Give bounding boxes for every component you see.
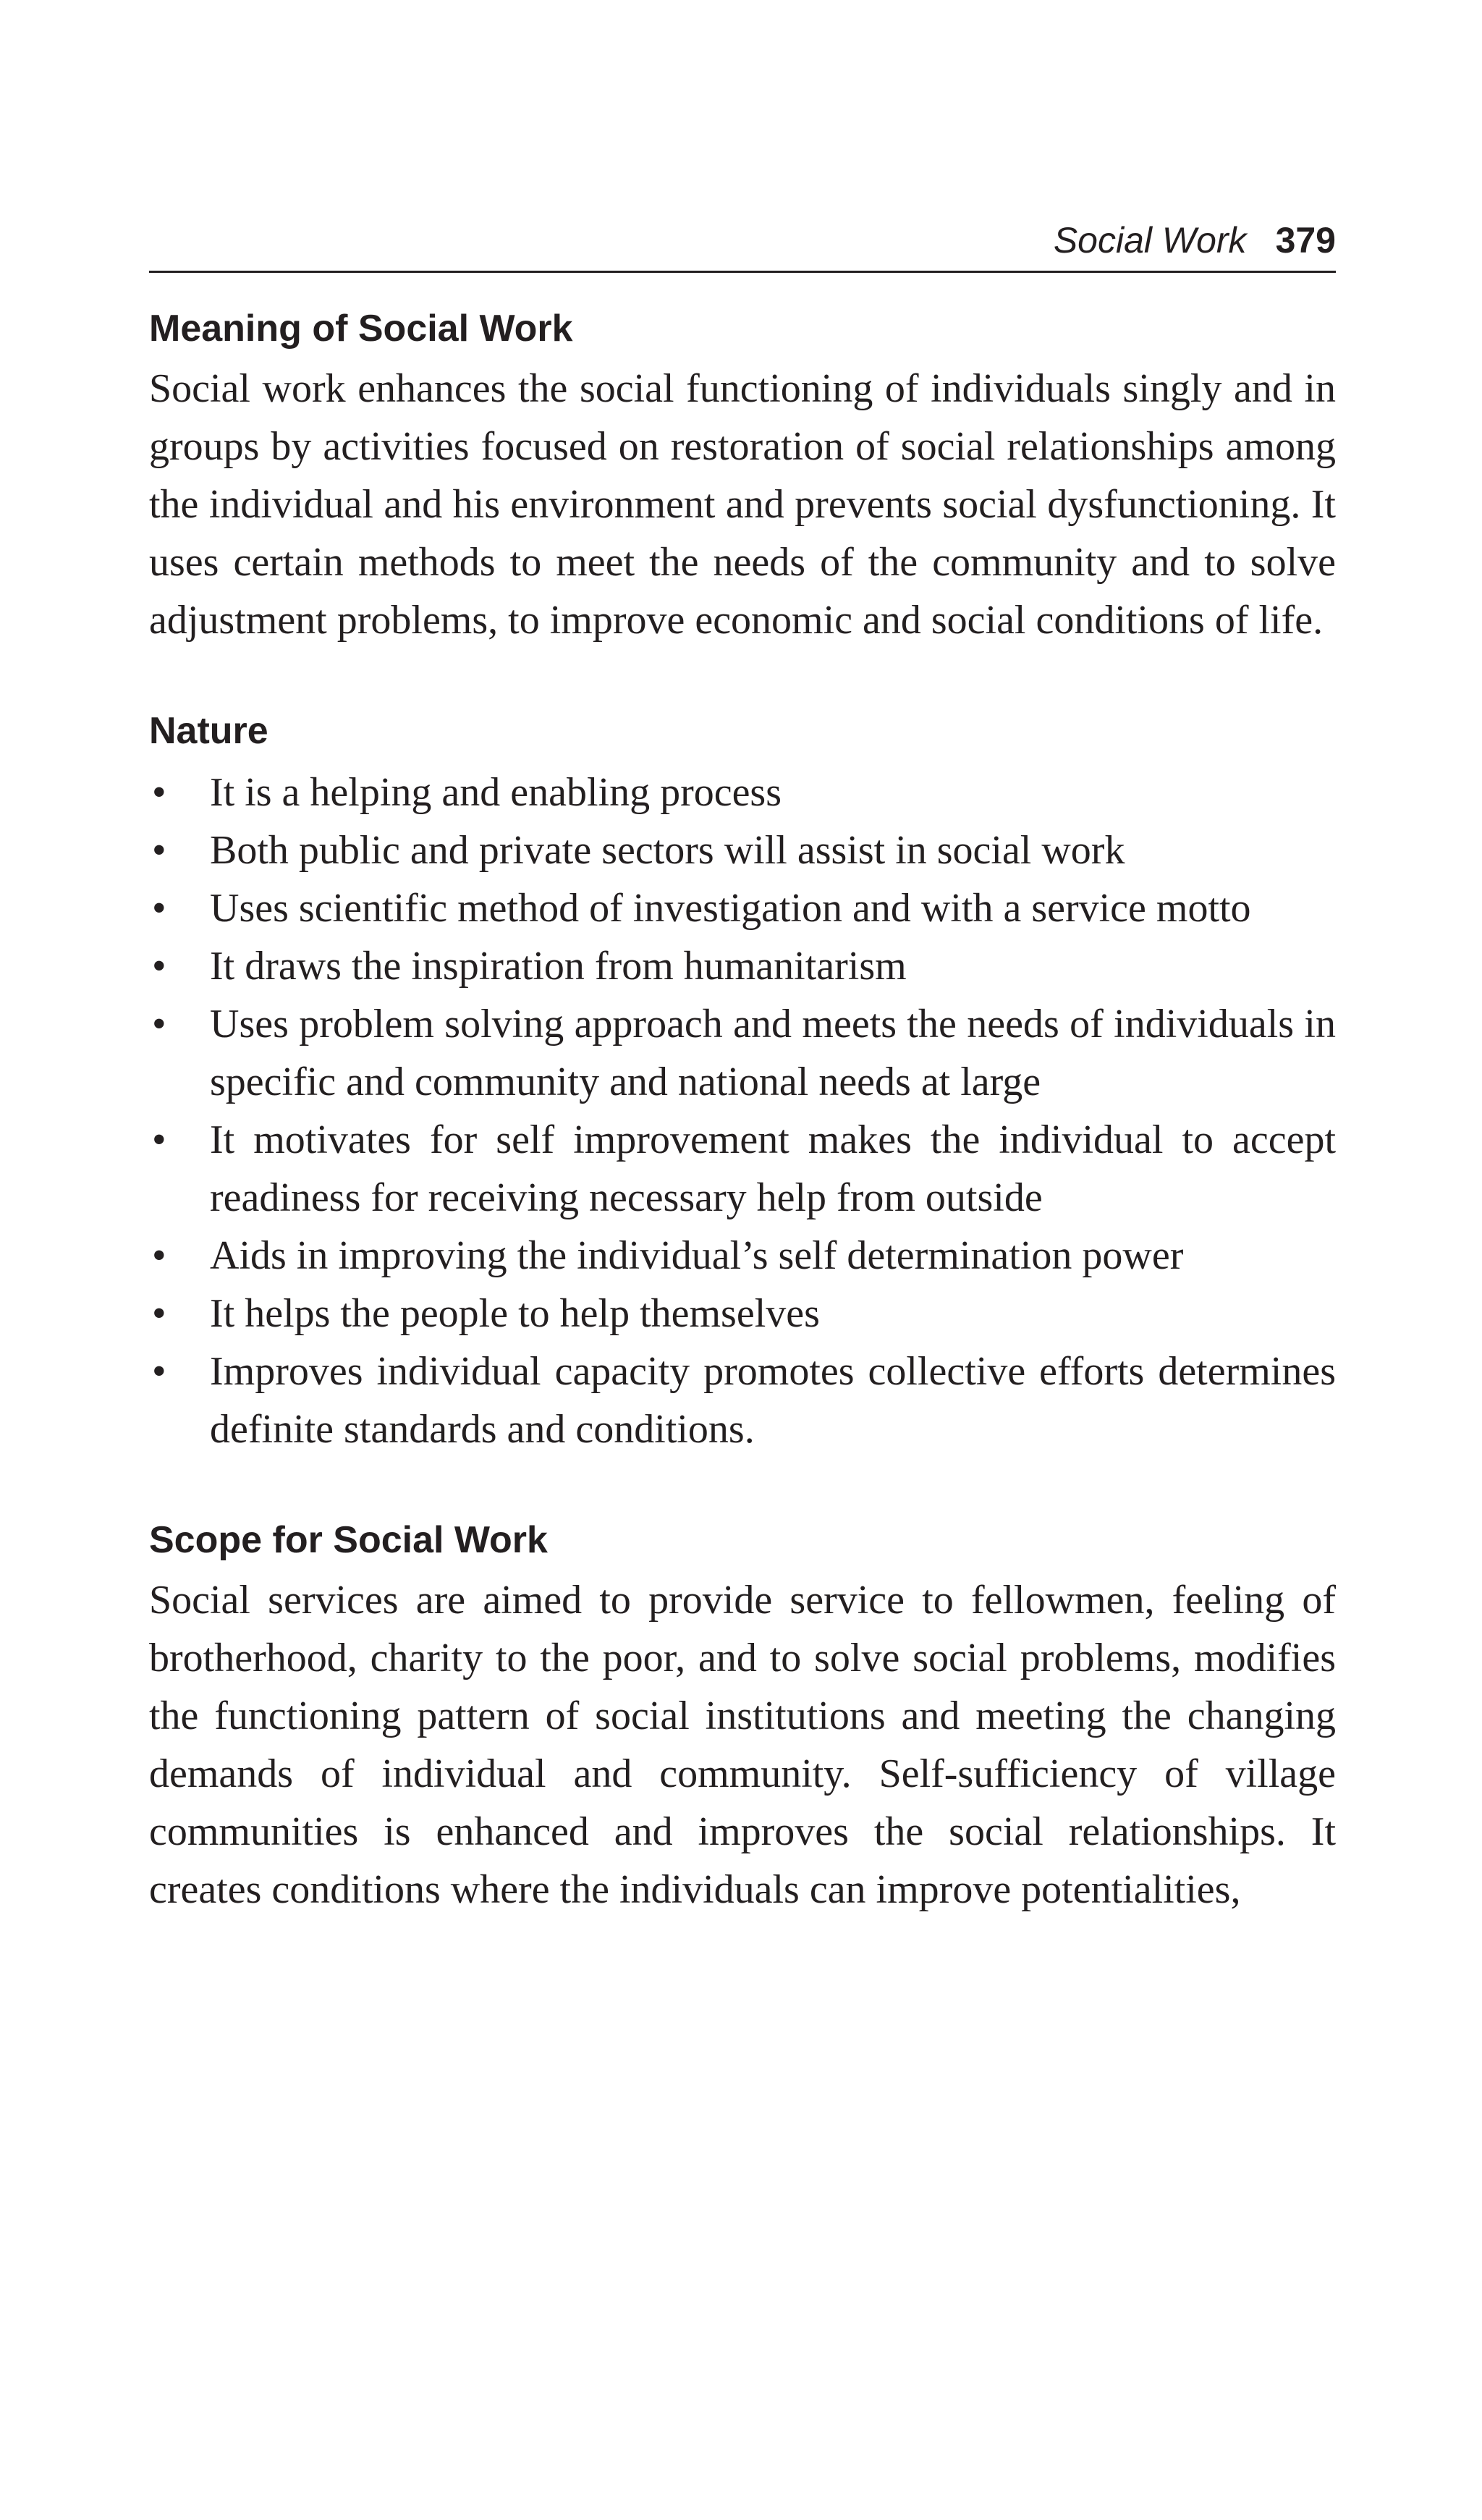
list-item-text: It helps the people to help themselves xyxy=(210,1291,820,1336)
list-item xyxy=(149,995,1336,1111)
list-item xyxy=(149,821,1336,879)
list-item-text: It motivates for self improvement makes the individual to accept readiness for receiving necessary help from outside xyxy=(210,1117,1336,1220)
section-heading-meaning: Meaning of Social Work xyxy=(149,308,573,350)
list-item-text: Both public and private sectors will assist in social work xyxy=(210,828,1125,873)
scope-paragraph: Social services are aimed to provide service to fellowmen, feeling of brotherhood, charity to the poor, and to solve social problems, modifies the functioning pattern of social institutions and meeting the changing demands of individual and community. Self-sufficiency of village communities is enhanced and improves the social relationships. It creates conditions where the individuals can improve potentialities, xyxy=(149,1578,1336,1912)
list-item xyxy=(149,1227,1336,1285)
list-item xyxy=(149,1285,1336,1343)
bullet-icon: • xyxy=(152,1002,166,1047)
list-item-text: Uses problem solving approach and meets the needs of individuals in specific and community and national needs at large xyxy=(210,1002,1336,1104)
meaning-paragraph: Social work enhances the social functioning of individuals singly and in groups by activities focused on restoration of social relationships among the individual and his environment and prevents social dysfunctioning. It uses certain methods to meet the needs of the community and to solve adjustment problems, to improve economic and social conditions of life. xyxy=(149,366,1336,643)
page-number: 379 xyxy=(1275,220,1336,261)
bullet-icon: • xyxy=(152,1291,166,1336)
list-item-text: It draws the inspiration from humanitarism xyxy=(210,944,907,989)
bullet-icon: • xyxy=(152,1117,166,1162)
running-header xyxy=(149,210,1336,273)
list-item-text: Uses scientific method of investigation and with a service motto xyxy=(210,886,1251,931)
nature-list xyxy=(149,764,1336,1458)
list-item xyxy=(149,764,1336,821)
list-item-text: Improves individual capacity promotes collective efforts determines definite standards and conditions. xyxy=(210,1349,1336,1452)
bullet-icon: • xyxy=(152,1349,166,1394)
list-item-text: Aids in improving the individual’s self determination power xyxy=(210,1233,1184,1278)
list-item-text: It is a helping and enabling process xyxy=(210,770,782,815)
header-title: Social Work xyxy=(1053,220,1247,261)
list-item xyxy=(149,937,1336,995)
bullet-icon: • xyxy=(152,1233,166,1278)
bullet-icon: • xyxy=(152,770,166,815)
bullet-icon: • xyxy=(152,886,166,931)
list-item xyxy=(149,1343,1336,1458)
bullet-icon: • xyxy=(152,944,166,989)
list-item xyxy=(149,1111,1336,1227)
section-heading-scope: Scope for Social Work xyxy=(149,1519,548,1561)
list-item xyxy=(149,879,1336,937)
book-page xyxy=(149,210,1336,1919)
bullet-icon: • xyxy=(152,828,166,873)
section-heading-nature: Nature xyxy=(149,710,268,752)
